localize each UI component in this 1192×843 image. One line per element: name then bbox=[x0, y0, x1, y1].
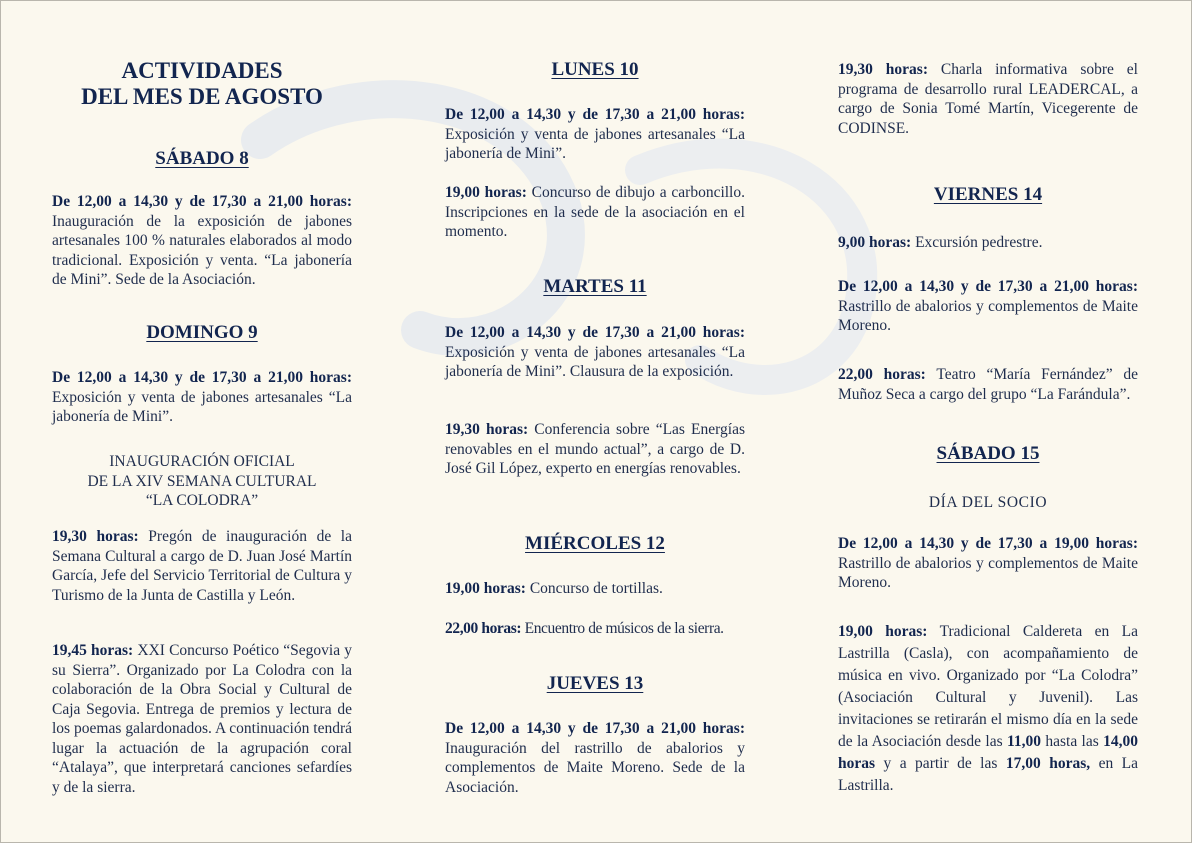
heading-sabado-15: SÁBADO 15 bbox=[936, 443, 1040, 464]
martes11-time-2: 19,30 horas: bbox=[445, 421, 529, 438]
jueves13-paragraph-1 bbox=[445, 719, 745, 797]
lunes10-text-1: Exposición y venta de jabones artesanales “La jabonería de Mini”. bbox=[445, 125, 745, 162]
official-inauguration bbox=[52, 452, 352, 511]
heading-miercoles-12: MIÉRCOLES 12 bbox=[525, 533, 665, 554]
sabado15-text-1: Rastrillo de abalorios y complementos de Maite Moreno. bbox=[838, 554, 1138, 591]
heading-martes-11: MARTES 11 bbox=[543, 276, 647, 297]
domingo9-paragraph-1 bbox=[52, 368, 352, 427]
lunes10-paragraph-2 bbox=[445, 183, 745, 242]
miercoles12-cont-paragraph bbox=[838, 60, 1138, 138]
heading-viernes-14: VIERNES 14 bbox=[933, 184, 1043, 205]
viernes14-paragraph-2 bbox=[838, 277, 1138, 336]
domingo9-text-1: Exposición y venta de jabones artesanales “La jabonería de Mini”. bbox=[52, 388, 352, 425]
sabado15-bold-14: 14,00 horas bbox=[838, 733, 1139, 772]
cont-text-1: Charla informativa sobre el programa de desarrollo rural LEADERCAL, a cargo de Sonia Tomé Martín, Vicegerente de CODINSE. bbox=[838, 61, 1138, 137]
sabado15-bold-17: 17,00 horas, bbox=[1005, 755, 1091, 772]
official-line-3: “LA COLODRA” bbox=[145, 492, 259, 509]
sabado15-text-2d: en La Lastrilla. bbox=[838, 755, 1139, 794]
sabado8-text: Inauguración de la exposición de jabones artesanales 100 % naturales elaborados al modo tradicional. Exposición y venta. “La jabonería de Mini”. Sede de la Asociación. bbox=[52, 212, 352, 288]
dia-del-socio: DÍA DEL SOCIO bbox=[928, 494, 1048, 511]
miercoles12-time-1: 19,00 horas: bbox=[445, 580, 526, 597]
sabado8-paragraph bbox=[52, 192, 352, 290]
viernes14-time-2: De 12,00 a 14,30 y de 17,30 a 21,00 horas: bbox=[838, 278, 1138, 295]
domingo9-paragraph-3 bbox=[52, 641, 352, 797]
viernes14-paragraph-1 bbox=[838, 233, 1138, 253]
lunes10-paragraph-1 bbox=[445, 105, 745, 164]
viernes14-paragraph-3 bbox=[838, 365, 1138, 404]
viernes14-text-3: Teatro “María Fernández” de Muñoz Seca a cargo del grupo “La Farándula”. bbox=[838, 366, 1138, 403]
jueves13-time-1: De 12,00 a 14,30 y de 17,30 a 21,00 horas: bbox=[445, 720, 745, 737]
title-line-2: DEL MES DE AGOSTO bbox=[81, 84, 323, 109]
domingo9-text-2: Pregón de inauguración de la Semana Cultural a cargo de D. Juan José Martín García, Jefe del Servicio Territorial de Cultura y Turismo de la Junta de Castilla y León. bbox=[52, 528, 352, 604]
sabado15-paragraph-2 bbox=[838, 621, 1138, 797]
viernes14-text-1: Excursión pedrestre. bbox=[915, 234, 1043, 251]
miercoles12-paragraph-1 bbox=[445, 579, 745, 599]
martes11-paragraph-2 bbox=[445, 420, 745, 479]
martes11-text-1: Exposición y venta de jabones artesanales “La jabonería de Mini”. Clausura de la exposición. bbox=[445, 343, 745, 380]
sabado15-time-2: 19,00 horas: bbox=[838, 623, 928, 640]
sabado15-paragraph-1 bbox=[838, 534, 1138, 593]
miercoles12-text-1: Concurso de tortillas. bbox=[529, 580, 663, 597]
sabado8-time: De 12,00 a 14,30 y de 17,30 a 21,00 horas: bbox=[52, 193, 352, 210]
sabado15-bold-11: 11,00 bbox=[1006, 733, 1041, 750]
heading-lunes-10: LUNES 10 bbox=[551, 59, 639, 80]
lunes10-text-2: Concurso de dibujo a carboncillo. Inscripciones en la sede de la asociación en el momento. bbox=[445, 184, 745, 240]
sabado15-text-2b: hasta las bbox=[1045, 733, 1099, 750]
jueves13-text-1: Inauguración del rastrillo de abalorios y complementos de Maite Moreno. Sede de la Asociación. bbox=[445, 739, 745, 796]
viernes14-time-3: 22,00 horas: bbox=[838, 366, 926, 383]
domingo9-time-2: 19,30 horas: bbox=[52, 528, 139, 545]
miercoles12-time-2: 22,00 horas: bbox=[445, 620, 522, 637]
martes11-time-1: De 12,00 a 14,30 y de 17,30 a 21,00 horas: bbox=[445, 324, 745, 341]
domingo9-paragraph-2 bbox=[52, 527, 352, 605]
viernes14-time-1: 9,00 horas: bbox=[838, 234, 912, 251]
martes11-text-2: Conferencia sobre “Las Energías renovables en el mundo actual”, a cargo de D. José Gil López, experto en energías renovables. bbox=[445, 421, 745, 477]
cont-time-1: 19,30 horas: bbox=[838, 61, 928, 78]
domingo9-time-3: 19,45 horas: bbox=[52, 642, 134, 659]
domingo9-time-1: De 12,00 a 14,30 y de 17,30 a 21,00 horas: bbox=[52, 369, 352, 386]
official-line-1: INAUGURACIÓN OFICIAL bbox=[109, 453, 295, 470]
sabado15-time-1: De 12,00 a 14,30 y de 17,30 a 19,00 horas: bbox=[838, 535, 1138, 552]
domingo9-text-3: XXI Concurso Poético “Segovia y su Sierra”. Organizado por La Colodra con la colaboración de la Obra Social y Cultural de Caja Segovia. Entrega de premios y lectura de los poemas galardonados. A continuación tendrá lugar la actuación de la agrupación coral “Atalaya”, que interpretará canciones sefardíes y de la sierra. bbox=[52, 642, 352, 796]
heading-domingo-9: DOMINGO 9 bbox=[146, 322, 258, 343]
heading-jueves-13: JUEVES 13 bbox=[546, 673, 644, 694]
sabado15-text-2a: Tradicional Caldereta en La Lastrilla (Casla), con acompañamiento de música en vivo. Organizado por “La Colodra” (Asociación Cultural y Juvenil). Las invitaciones se retirarán el mismo día en la sede de la Asociación desde las bbox=[838, 623, 1138, 750]
martes11-paragraph-1 bbox=[445, 323, 745, 382]
viernes14-text-2: Rastrillo de abalorios y complementos de Maite Moreno. bbox=[838, 297, 1138, 334]
heading-sabado-8: SÁBADO 8 bbox=[155, 148, 249, 169]
sabado15-text-2c: y a partir de las bbox=[883, 755, 998, 772]
lunes10-time-2: 19,00 horas: bbox=[445, 184, 527, 201]
lunes10-time-1: De 12,00 a 14,30 y de 17,30 a 21,00 horas: bbox=[445, 106, 745, 123]
miercoles12-paragraph-2 bbox=[445, 619, 745, 639]
miercoles12-text-2: Encuentro de músicos de la sierra. bbox=[524, 620, 724, 637]
title-line-1: ACTIVIDADES bbox=[121, 58, 283, 83]
official-line-2: DE LA XIV SEMANA CULTURAL bbox=[87, 472, 317, 490]
page-title bbox=[52, 58, 352, 110]
